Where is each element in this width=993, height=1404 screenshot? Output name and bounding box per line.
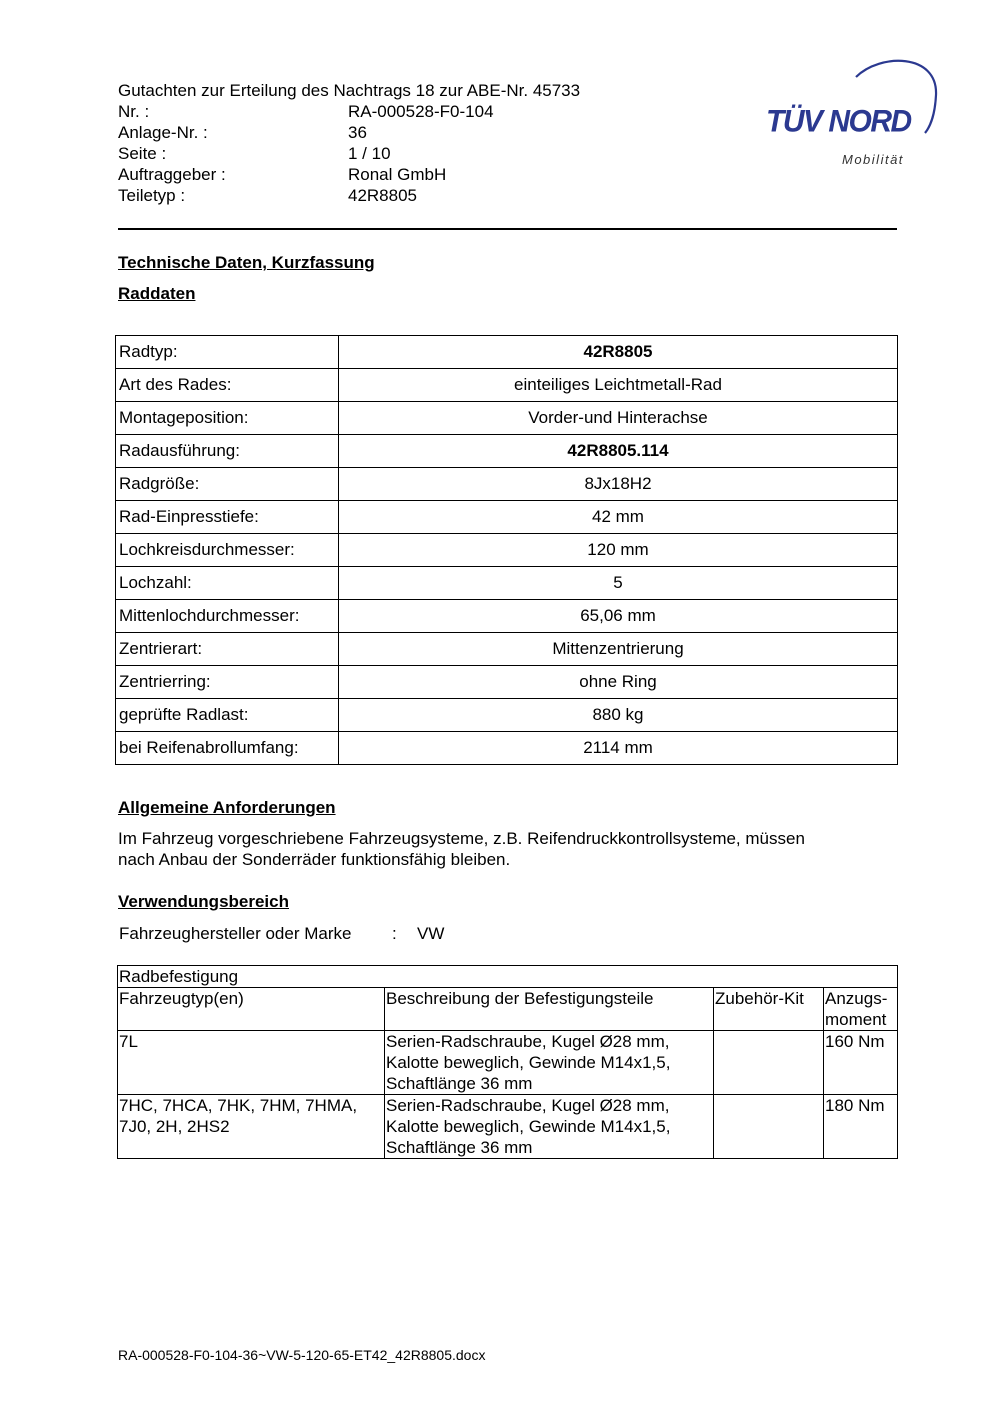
rad-label: Zentrierart: [116, 633, 339, 666]
fahrzeugtyp-cell: 7L [118, 1031, 385, 1095]
rad-value: einteiliges Leichtmetall-Rad [339, 369, 898, 402]
header-label: Anlage-Nr. : [118, 123, 208, 142]
table-header-row [118, 988, 898, 1031]
section-technische-daten: Technische Daten, Kurzfassung [118, 253, 375, 272]
rad-value: 42R8805 [339, 336, 898, 369]
table-row [116, 534, 898, 567]
header-label: Seite : [118, 144, 167, 163]
anzugsmoment-cell: 180 Nm [824, 1095, 898, 1159]
rad-label: geprüfte Radlast: [116, 699, 339, 732]
table-row [116, 369, 898, 402]
table-title-row [118, 966, 898, 988]
table-row [116, 666, 898, 699]
table-row [116, 633, 898, 666]
section-verwendungsbereich: Verwendungsbereich [118, 892, 289, 911]
logo-subtitle: Mobilität [842, 152, 904, 167]
footer-filename: RA-000528-F0-104-36~VW-5-120-65-ET42_42R8805.docx [118, 1347, 486, 1363]
document-title: Gutachten zur Erteilung des Nachtrags 18 zur ABE-Nr. 45733 [118, 81, 581, 100]
rad-value: 5 [339, 567, 898, 600]
beschreibung-cell: Serien-Radschraube, Kugel Ø28 mm, Kalotte beweglich, Gewinde M14x1,5, Schaftlänge 36 mm [385, 1095, 714, 1159]
header-value: 36 [348, 123, 367, 142]
rad-value: 65,06 mm [339, 600, 898, 633]
rad-value: Mittenzentrierung [339, 633, 898, 666]
table-row [116, 336, 898, 369]
header-value: 42R8805 [348, 186, 418, 205]
hersteller-line [119, 923, 445, 944]
rad-label: Mittenlochdurchmesser: [116, 600, 339, 633]
column-header: Zubehör-Kit [714, 988, 824, 1031]
table-row [116, 699, 898, 732]
column-header: Fahrzeugtyp(en) [118, 988, 385, 1031]
allgemeine-paragraph [118, 828, 898, 870]
radbefestigung-title: Radbefestigung [118, 966, 898, 988]
rad-label: Rad-Einpresstiefe: [116, 501, 339, 534]
column-header: Beschreibung der Befestigungsteile [385, 988, 714, 1031]
header-divider [118, 228, 897, 230]
table-row [116, 402, 898, 435]
header-label: Nr. : [118, 102, 150, 121]
beschreibung-cell: Serien-Radschraube, Kugel Ø28 mm, Kalotte beweglich, Gewinde M14x1,5, Schaftlänge 36 mm [385, 1031, 714, 1095]
hersteller-label: Fahrzeughersteller oder Marke [119, 924, 352, 943]
header-label: Teiletyp : [118, 186, 186, 205]
rad-value: 8Jx18H2 [339, 468, 898, 501]
table-row [116, 501, 898, 534]
section-allgemeine-anforderungen: Allgemeine Anforderungen [118, 798, 336, 817]
table-row [118, 1031, 898, 1095]
logo-brand: TÜV NORD [766, 104, 911, 139]
header-value: Ronal GmbH [348, 165, 447, 184]
table-row [116, 468, 898, 501]
rad-value: Vorder-und Hinterachse [339, 402, 898, 435]
hersteller-separator: : [392, 924, 397, 943]
column-header: Anzugs- moment [824, 988, 898, 1031]
table-row [116, 435, 898, 468]
raddaten-table [115, 335, 898, 765]
zubehoer-kit-cell [714, 1031, 824, 1095]
table-row [116, 600, 898, 633]
anzugsmoment-cell: 160 Nm [824, 1031, 898, 1095]
rad-label: Lochkreisdurchmesser: [116, 534, 339, 567]
rad-value: ohne Ring [339, 666, 898, 699]
rad-label: Radgröße: [116, 468, 339, 501]
header-label: Auftraggeber : [118, 165, 226, 184]
table-row [118, 1095, 898, 1159]
radbefestigung-table [117, 965, 898, 1159]
rad-value: 120 mm [339, 534, 898, 567]
paragraph-line: Im Fahrzeug vorgeschriebene Fahrzeugsysteme, z.B. Reifendruckkontrollsysteme, müssen [118, 829, 805, 848]
rad-label: Art des Rades: [116, 369, 339, 402]
paragraph-line: nach Anbau der Sonderräder funktionsfähig bleiben. [118, 850, 511, 869]
rad-value: 880 kg [339, 699, 898, 732]
table-row [116, 732, 898, 765]
header-value: RA-000528-F0-104 [348, 102, 494, 121]
rad-label: Lochzahl: [116, 567, 339, 600]
rad-value: 42R8805.114 [339, 435, 898, 468]
rad-label: Radtyp: [116, 336, 339, 369]
tuev-nord-logo [760, 55, 940, 170]
table-row [116, 567, 898, 600]
rad-value: 42 mm [339, 501, 898, 534]
hersteller-value: VW [417, 924, 445, 943]
rad-label: bei Reifenabrollumfang: [116, 732, 339, 765]
zubehoer-kit-cell [714, 1095, 824, 1159]
fahrzeugtyp-cell: 7HC, 7HCA, 7HK, 7HM, 7HMA, 7J0, 2H, 2HS2 [118, 1095, 385, 1159]
rad-value: 2114 mm [339, 732, 898, 765]
section-raddaten: Raddaten [118, 284, 196, 303]
rad-label: Radausführung: [116, 435, 339, 468]
rad-label: Montageposition: [116, 402, 339, 435]
rad-label: Zentrierring: [116, 666, 339, 699]
header-value: 1 / 10 [348, 144, 391, 163]
